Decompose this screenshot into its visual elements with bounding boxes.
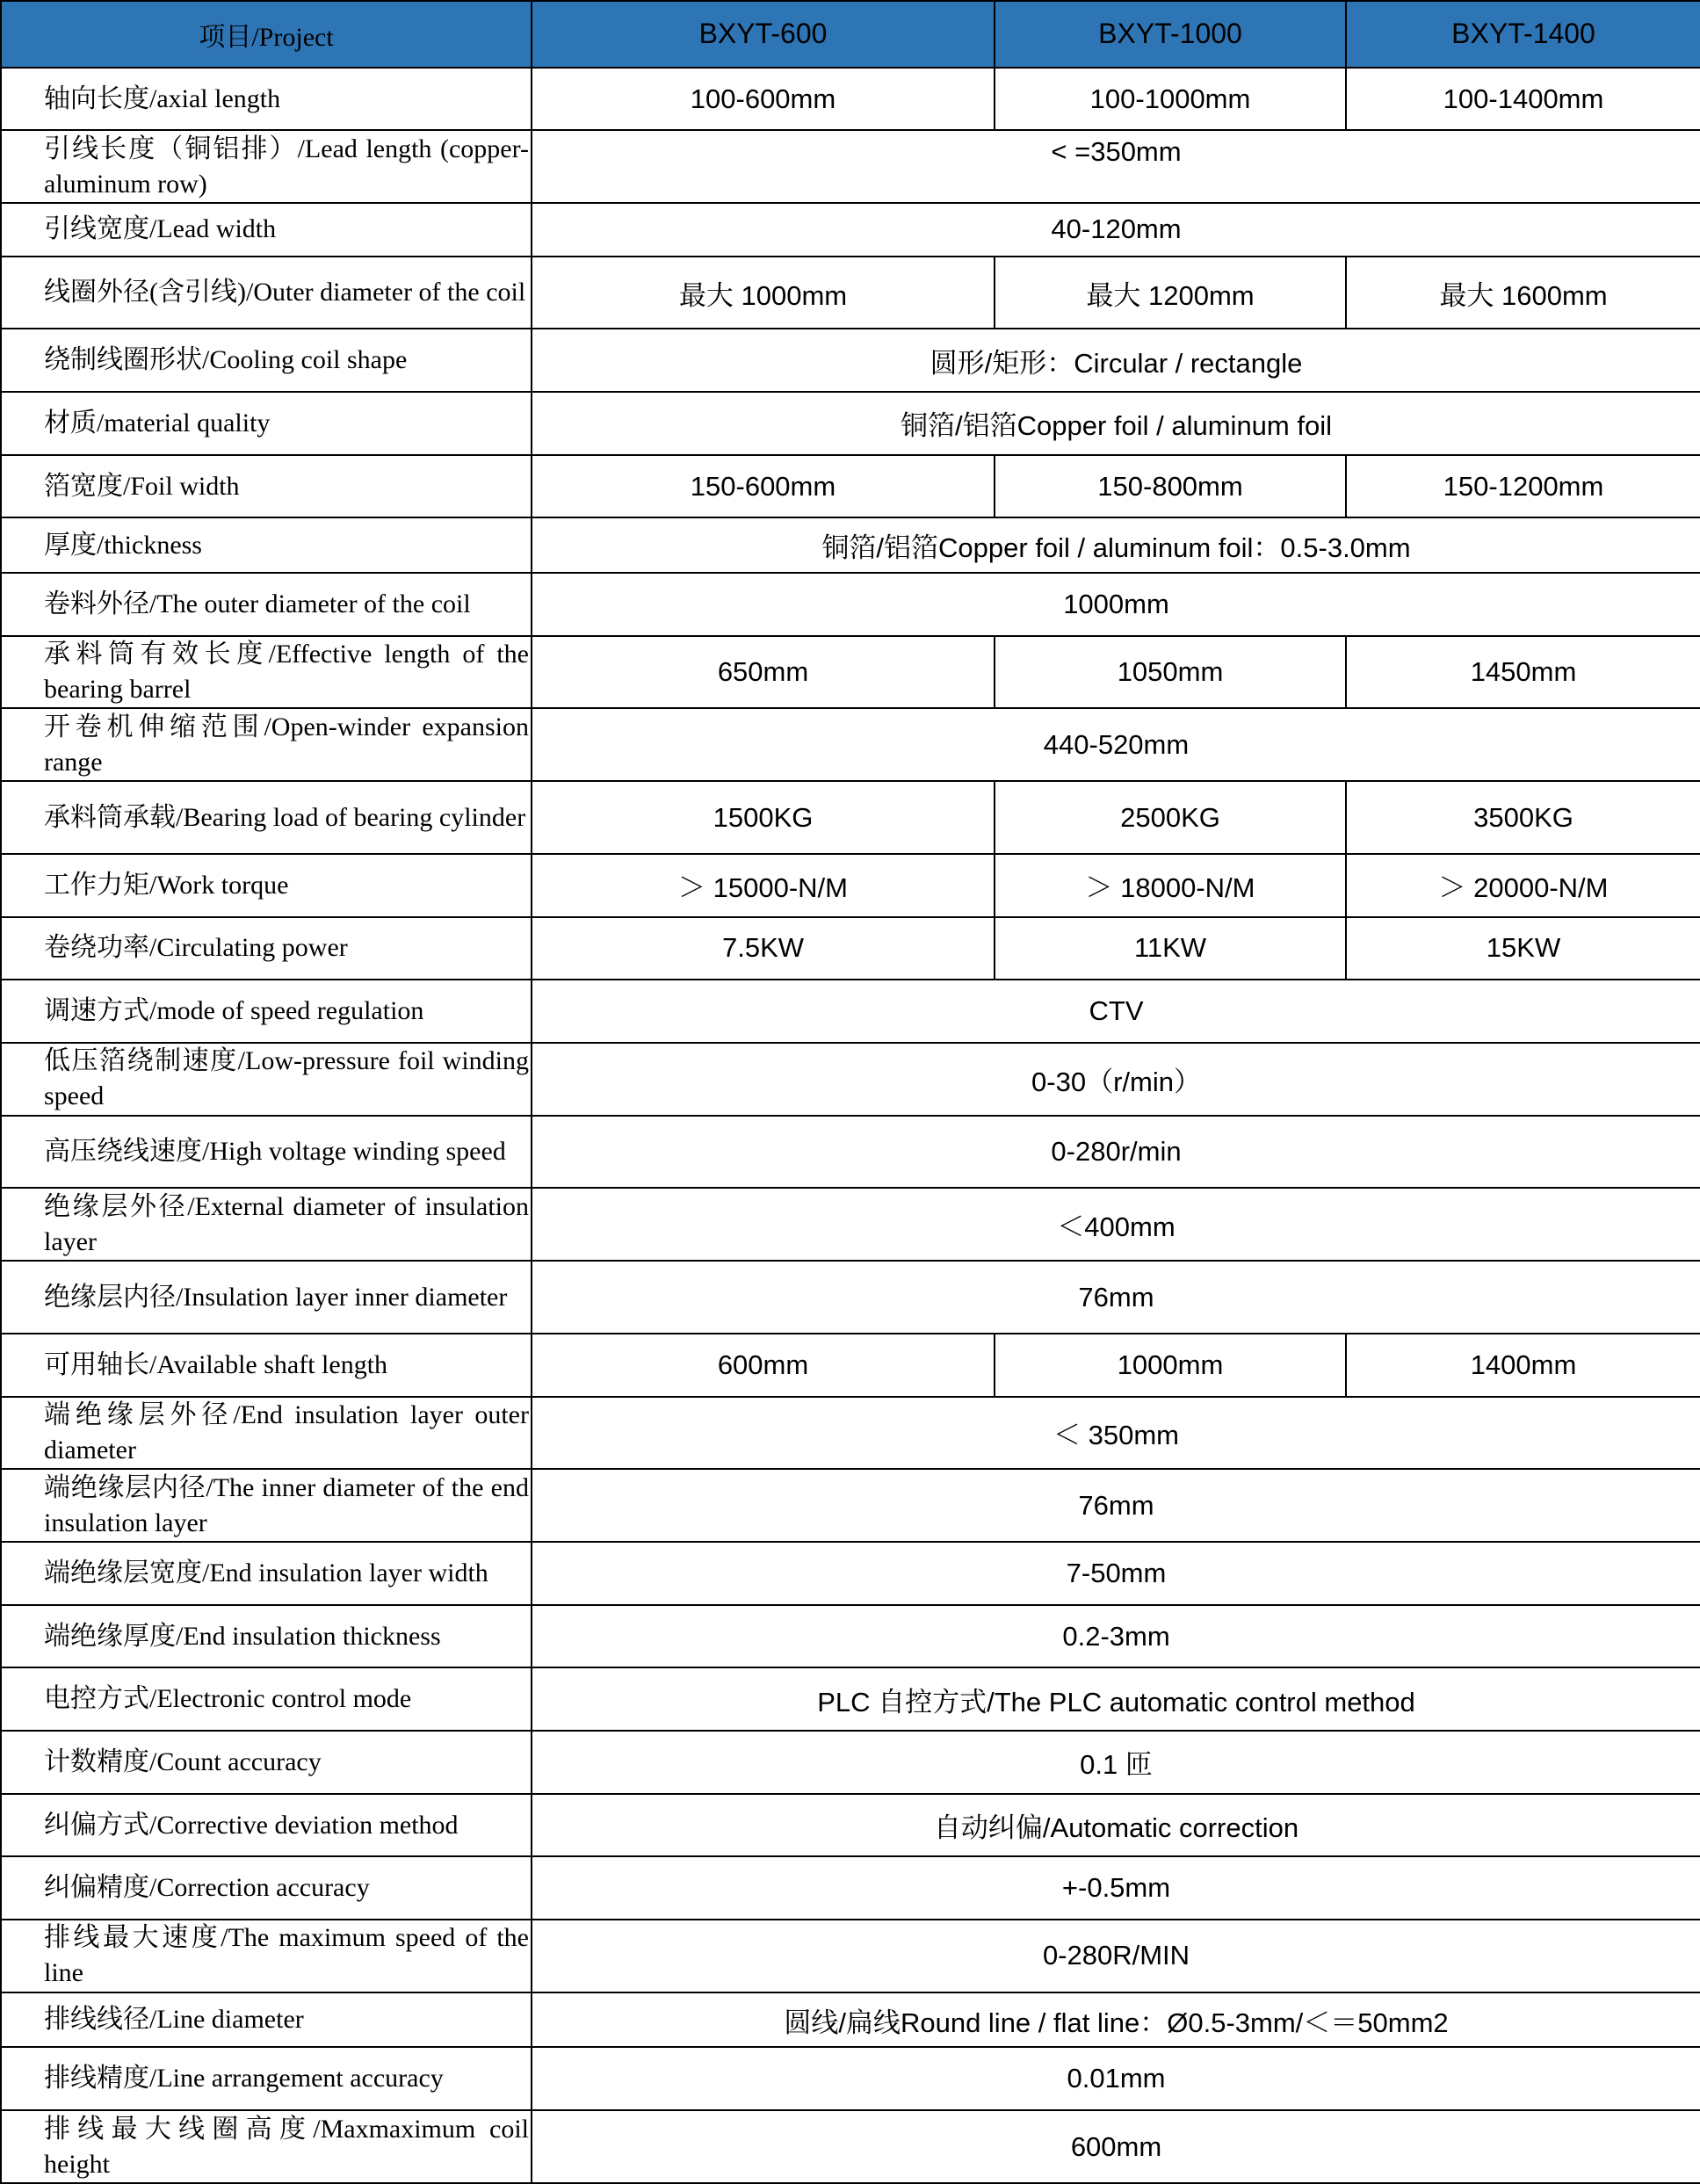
row-value-merged: 40-120mm (532, 203, 1700, 257)
row-value-merged: ＜400mm (532, 1188, 1700, 1261)
row-value-merged: ＜ 350mm (532, 1397, 1700, 1470)
row-label-text: 排线精度/Line arrangement accuracy (44, 2064, 444, 2094)
row-label (1, 1043, 532, 1116)
table-row (1, 636, 1700, 709)
row-value-cell: ＞ 20000-N/M (1346, 854, 1700, 917)
row-value-merged: 440-520mm (532, 708, 1700, 781)
row-label (1, 2047, 532, 2110)
row-label-text: 调速方式/mode of speed regulation (44, 996, 424, 1026)
row-label (1, 517, 532, 573)
row-label (1, 130, 532, 203)
row-value-merged: 600mm (532, 2110, 1700, 2183)
table-row (1, 517, 1700, 573)
row-value-merged: 0-280r/min (532, 1116, 1700, 1189)
row-label-text: 线圈外径(含引线)/Outer diameter of the coil (44, 278, 526, 307)
row-value-merged: 铜箔/铝箔Copper foil / aluminum foil (532, 392, 1700, 455)
table-row (1, 130, 1700, 203)
table-row (1, 1856, 1700, 1920)
row-label-text: 承料筒有效长度/Effective length of the bearing barrel (44, 640, 529, 704)
table-row (1, 1920, 1700, 1992)
row-label (1, 1542, 532, 1605)
row-label-text: 引线宽度/Lead width (44, 214, 277, 244)
table-row (1, 1261, 1700, 1334)
table-row (1, 1188, 1700, 1261)
row-label-text: 端绝缘层宽度/End insulation layer width (44, 1558, 488, 1587)
table-row (1, 573, 1700, 636)
table-row (1, 917, 1700, 980)
row-label-text: 纠偏精度/Correction accuracy (44, 1873, 370, 1903)
row-label-text: 纠偏方式/Corrective deviation method (44, 1810, 459, 1840)
row-label-text: 端绝缘层外径/End insulation layer outer diameter (44, 1399, 529, 1464)
row-value-cell: 100-1000mm (995, 68, 1346, 131)
spec-table-body (1, 1, 1700, 2183)
row-label-text: 轴向长度/axial length (44, 83, 281, 113)
table-row (1, 1992, 1700, 2048)
row-value-cell: 600mm (532, 1334, 995, 1397)
table-row (1, 980, 1700, 1043)
row-value-merged: 7-50mm (532, 1542, 1700, 1605)
row-value-merged: PLC 自控方式/The PLC automatic control method (532, 1667, 1700, 1731)
row-label (1, 1469, 532, 1542)
row-label (1, 68, 532, 131)
row-value-cell: 100-1400mm (1346, 68, 1700, 131)
table-row (1, 854, 1700, 917)
row-value-cell: 最大 1000mm (532, 257, 995, 329)
row-value-merged: 铜箔/铝箔Copper foil / aluminum foil：0.5-3.0mm (532, 517, 1700, 573)
row-value-merged: 76mm (532, 1469, 1700, 1542)
row-value-merged: 0.2-3mm (532, 1605, 1700, 1668)
table-row (1, 708, 1700, 781)
row-label-text: 绝缘层内径/Insulation layer inner diameter (44, 1282, 508, 1312)
header-project: 项目/Project (1, 1, 532, 68)
table-row (1, 1043, 1700, 1116)
row-value-merged: CTV (532, 980, 1700, 1043)
row-label-text: 电控方式/Electronic control mode (44, 1684, 412, 1714)
header-row (1, 1, 1700, 68)
row-value-cell: 1500KG (532, 781, 995, 854)
row-label (1, 573, 532, 636)
row-value-merged: 圆线/扁线Round line / flat line：Ø0.5-3mm/＜＝50mm2 (532, 1992, 1700, 2048)
row-value-cell: 1400mm (1346, 1334, 1700, 1397)
row-label (1, 980, 532, 1043)
table-row (1, 1731, 1700, 1794)
row-value-cell: 150-1200mm (1346, 455, 1700, 518)
row-label (1, 854, 532, 917)
row-value-merged: 0.01mm (532, 2047, 1700, 2110)
row-label (1, 203, 532, 257)
row-label (1, 1992, 532, 2048)
row-label (1, 1261, 532, 1334)
row-value-merged: 0-30（r/min） (532, 1043, 1700, 1116)
row-label-text: 承料筒承载/Bearing load of bearing cylinder (44, 802, 526, 832)
table-row (1, 1397, 1700, 1470)
row-label-text: 材质/material quality (44, 408, 271, 438)
table-row (1, 1542, 1700, 1605)
row-label (1, 1794, 532, 1857)
row-label (1, 781, 532, 854)
table-row (1, 1605, 1700, 1668)
row-value-cell: 15KW (1346, 917, 1700, 980)
table-row (1, 781, 1700, 854)
row-value-merged: < =350mm (532, 130, 1700, 203)
table-row (1, 2110, 1700, 2183)
row-value-cell: 7.5KW (532, 917, 995, 980)
row-label-text: 高压绕线速度/High voltage winding speed (44, 1137, 506, 1167)
row-label-text: 开卷机伸缩范围/Open-winder expansion range (44, 712, 529, 777)
row-value-merged: 1000mm (532, 573, 1700, 636)
row-label-text: 排线最大线圈高度/Maxmaximum coil height (44, 2114, 529, 2179)
row-label (1, 455, 532, 518)
row-value-cell: ＞ 15000-N/M (532, 854, 995, 917)
row-label-text: 排线最大速度/The maximum speed of the line (44, 1923, 529, 1988)
table-row (1, 1794, 1700, 1857)
row-label-text: 端绝缘层内径/The inner diameter of the end insulation layer (44, 1472, 529, 1537)
table-row (1, 329, 1700, 392)
row-label (1, 1667, 532, 1731)
row-value-cell: ＞ 18000-N/M (995, 854, 1346, 917)
row-value-merged: 76mm (532, 1261, 1700, 1334)
row-label (1, 1334, 532, 1397)
table-row (1, 68, 1700, 131)
table-row (1, 1667, 1700, 1731)
header-model-bxyt-600: BXYT-600 (532, 1, 995, 68)
row-value-cell: 2500KG (995, 781, 1346, 854)
row-label (1, 329, 532, 392)
header-model-bxyt-1000: BXYT-1000 (995, 1, 1346, 68)
table-row (1, 203, 1700, 257)
row-value-merged: 0-280R/MIN (532, 1920, 1700, 1992)
table-row (1, 1334, 1700, 1397)
table-row (1, 1116, 1700, 1189)
row-label (1, 1856, 532, 1920)
row-label (1, 1188, 532, 1261)
row-label-text: 厚度/thickness (44, 530, 202, 560)
row-label (1, 2110, 532, 2183)
row-label (1, 1116, 532, 1189)
row-label-text: 排线线径/Line diameter (44, 2005, 304, 2035)
row-label (1, 257, 532, 329)
row-value-merged: 0.1 匝 (532, 1731, 1700, 1794)
row-label (1, 1605, 532, 1668)
row-value-cell: 1450mm (1346, 636, 1700, 709)
row-value-cell: 150-600mm (532, 455, 995, 518)
row-value-cell: 3500KG (1346, 781, 1700, 854)
row-label (1, 636, 532, 709)
row-label-text: 引线长度（铜铝排）/Lead length (copper-aluminum row) (44, 134, 529, 199)
row-label-text: 卷料外径/The outer diameter of the coil (44, 589, 471, 618)
row-value-cell: 最大 1200mm (995, 257, 1346, 329)
table-row (1, 392, 1700, 455)
row-label-text: 低压箔绕制速度/Low-pressure foil winding speed (44, 1046, 529, 1111)
table-row (1, 2047, 1700, 2110)
table-row (1, 257, 1700, 329)
row-value-cell: 100-600mm (532, 68, 995, 131)
row-label-text: 工作力矩/Work torque (44, 870, 289, 900)
row-label-text: 绝缘层外径/External diameter of insulation layer (44, 1191, 529, 1256)
row-label (1, 708, 532, 781)
row-value-cell: 650mm (532, 636, 995, 709)
row-value-cell: 150-800mm (995, 455, 1346, 518)
row-value-merged: 自动纠偏/Automatic correction (532, 1794, 1700, 1857)
table-row (1, 1469, 1700, 1542)
row-label-text: 卷绕功率/Circulating power (44, 933, 348, 963)
row-label-text: 端绝缘厚度/End insulation thickness (44, 1621, 441, 1651)
row-label (1, 1397, 532, 1470)
table-row (1, 455, 1700, 518)
row-label-text: 可用轴长/Available shaft length (44, 1349, 388, 1379)
row-value-cell: 最大 1600mm (1346, 257, 1700, 329)
row-label (1, 1731, 532, 1794)
row-label (1, 392, 532, 455)
row-label (1, 1920, 532, 1992)
row-value-merged: 圆形/矩形：Circular / rectangle (532, 329, 1700, 392)
row-label (1, 917, 532, 980)
row-value-merged: +-0.5mm (532, 1856, 1700, 1920)
row-value-cell: 1000mm (995, 1334, 1346, 1397)
row-label-text: 绕制线圈形状/Cooling coil shape (44, 345, 408, 375)
row-label-text: 箔宽度/Foil width (44, 471, 240, 501)
header-model-bxyt-1400: BXYT-1400 (1346, 1, 1700, 68)
row-value-cell: 1050mm (995, 636, 1346, 709)
row-label-text: 计数精度/Count accuracy (44, 1746, 322, 1776)
row-value-cell: 11KW (995, 917, 1346, 980)
